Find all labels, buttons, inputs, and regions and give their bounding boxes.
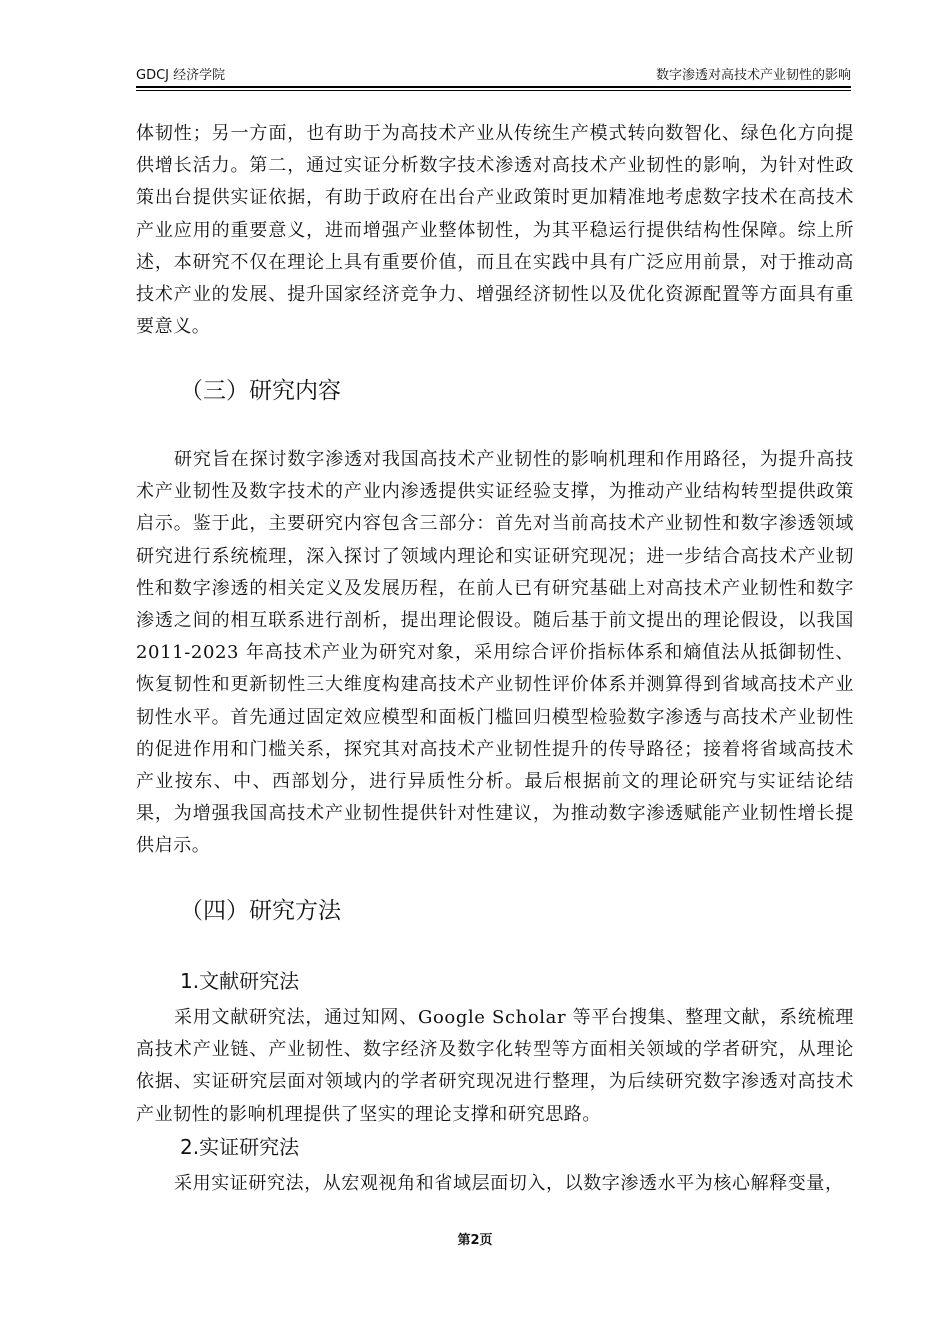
paragraph-significance-continued: 体韧性；另一方面，也有助于为高技术产业从传统生产模式转向数智化、绿色化方向提供增长活力。第二，通过实证分析数字技术渗透对高技术产业韧性的影响，为针对性政策出台提供实证依据，有助于政府在出台产业政策时更加精准地考虑数字技术在高技术产业应用的重要意义，进而增强产业整体韧性，为其平稳运行提供结构性保障。综上所述，本研究不仅在理论上具有重要价值，而且在实践中具有广泛应用前景，对于推动高技术产业的发展、提升国家经济竞争力、增强经济韧性以及优化资源配置等方面具有重要意义。 [136,123,854,338]
paragraph-empirical-method: 采用实证研究法，从宏观视角和省域层面切入，以数字渗透水平为核心解释变量， [174,1173,844,1194]
page-header [136,66,851,86]
section-heading-research-content: （三）研究内容 [180,378,341,404]
section-heading-research-methods: （四）研究方法 [180,898,341,924]
header-institution: GDCJ 经济学院 [136,68,226,83]
subheading-literature-method: 1.文献研究法 [180,969,300,993]
subheading-empirical-method: 2.实证研究法 [180,1135,300,1159]
header-rule [136,86,851,88]
paragraph-literature-method: 采用文献研究法，通过知网、Google Scholar 等平台搜集、整理文献，系统梳理高技术产业链、产业韧性、数字经济及数字化转型等方面相关领域的学者研究，从理论依据、实证研究层面对领域内的学者研究现况进行整理，为后续研究数字渗透对高技术产业韧性的影响机理提供了坚实的理论支撑和研究思路。 [136,1007,854,1125]
header-title: 数字渗透对高技术产业韧性的影响 [655,68,851,83]
paragraph-research-content: 研究旨在探讨数字渗透对我国高技术产业韧性的影响机理和作用路径，为提升高技术产业韧性及数字技术的产业内渗透提供实证经验支撑，为推动产业结构转型提供政策启示。鉴于此，主要研究内容包含三部分：首先对当前高技术产业韧性和数字渗透领域研究进行系统梳理，深入探讨了领域内理论和实证研究现况；进一步结合高技术产业韧性和数字渗透的相关定义及发展历程，在前人已有研究基础上对高技术产业韧性和数字渗透之间的相互联系进行剖析，提出理论假设。随后基于前文提出的理论假设，以我国 2011-2023 年高技术产业为研究对象，采用综合评价指标体系和熵值法从抵御韧性、恢复韧性和更新韧性三大维度构建高技术产业韧性评价体系并测算得到省域高技术产业韧性水平。首先通过固定效应模型和面板门槛回归模型检验数字渗透与高技术产业韧性的促进作用和门槛关系，探究其对高技术产业韧性提升的传导路径；接着将省域高技术产业按东、中、西部划分，进行异质性分析。最后根据前文的理论研究与实证结论结果，为增强我国高技术产业韧性提供针对性建议，为推动数字渗透赋能产业韧性增长提供启示。 [136,449,854,857]
page-number: 第2页 [457,1233,493,1248]
header-rule-thin [136,90,851,91]
